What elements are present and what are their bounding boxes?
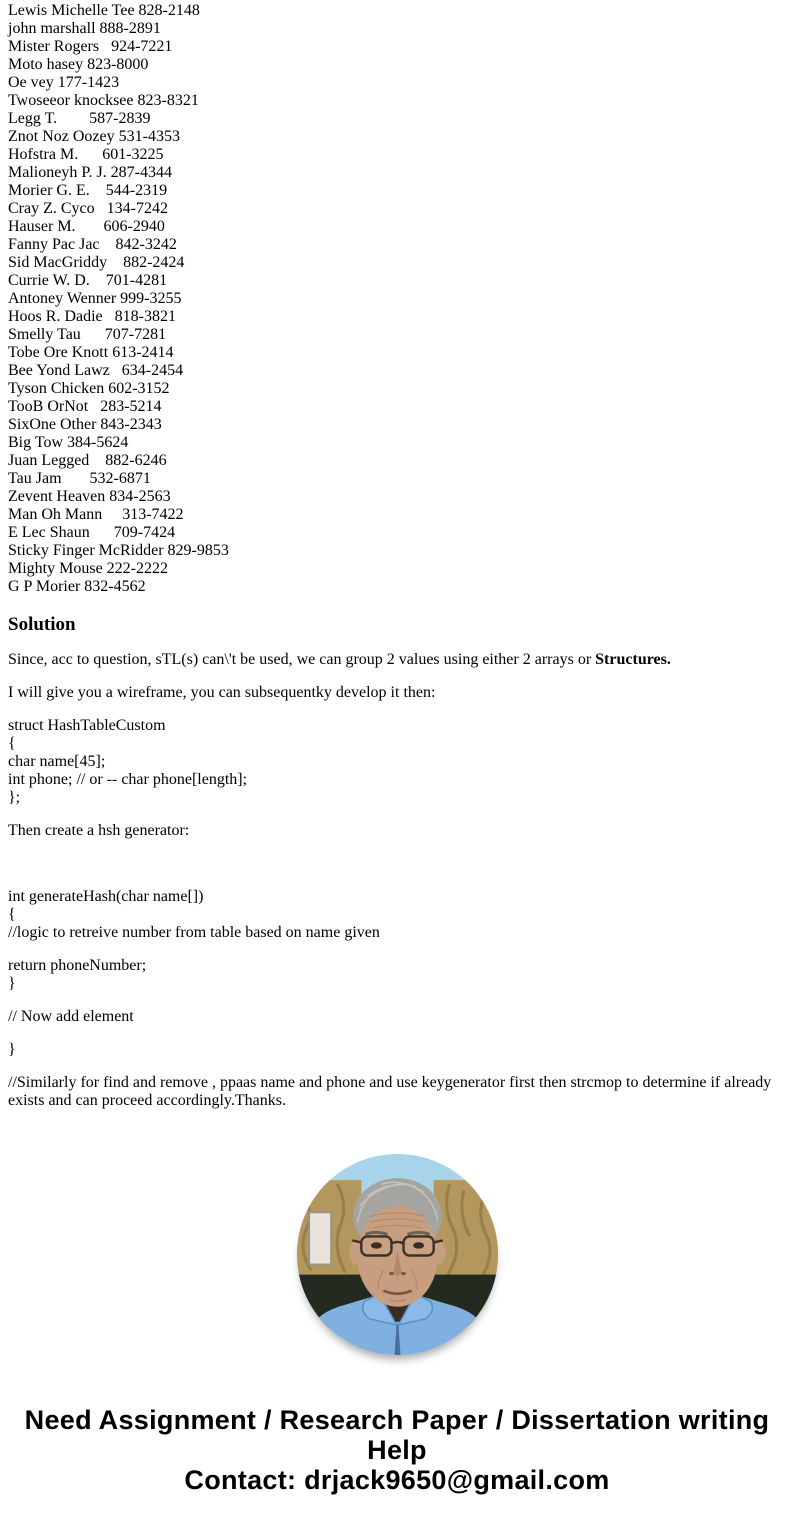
code-line: char name[45]; — [8, 753, 106, 770]
footer-banner — [8, 1405, 786, 1495]
avatar-row — [8, 1154, 786, 1355]
tutor-avatar — [297, 1154, 498, 1355]
phone-entry: Znot Noz Oozey 531-4353 — [8, 128, 180, 145]
code-line: int phone; // or -- char phone[length]; — [8, 771, 248, 788]
phone-entry: Currie W. D. 701-4281 — [8, 272, 168, 289]
phone-entry: Sid MacGriddy 882-2424 — [8, 254, 185, 271]
phone-entry: Antoney Wenner 999-3255 — [8, 290, 182, 307]
contact-line: Contact: drjack9650@gmail.com — [184, 1465, 610, 1495]
phone-entry: Tyson Chicken 602-3152 — [8, 380, 170, 397]
blank-paragraph — [8, 855, 786, 873]
code-line: //logic to retreive number from table based on name given — [8, 924, 380, 941]
phone-entry: Mighty Mouse 222-2222 — [8, 560, 168, 577]
phone-entry: Sticky Finger McRidder 829-9853 — [8, 542, 229, 559]
phone-entry: Hofstra M. 601-3225 — [8, 146, 164, 163]
phone-entry: Smelly Tau 707-7281 — [8, 326, 167, 343]
add-element-comment: // Now add element — [8, 1008, 134, 1025]
code-line: return phoneNumber; — [8, 957, 147, 974]
intro-bold-text: Structures. — [595, 651, 671, 668]
phone-entry: john marshall 888-2891 — [8, 20, 161, 37]
phone-entry: Oe vey 177-1423 — [8, 74, 120, 91]
phone-entry: G P Morier 832-4562 — [8, 578, 146, 595]
phone-entry: Man Oh Mann 313-7422 — [8, 506, 184, 523]
phone-entry: E Lec Shaun 709-7424 — [8, 524, 176, 541]
code-line: int generateHash(char name[]) — [8, 888, 204, 905]
return-code-block — [8, 957, 786, 993]
code-line: struct HashTableCustom — [8, 717, 166, 734]
generate-hash-code-block — [8, 888, 786, 942]
phone-entry: Mister Rogers 924-7221 — [8, 38, 173, 55]
phone-entry: Zevent Heaven 834-2563 — [8, 488, 171, 505]
code-line: } — [8, 975, 16, 992]
solution-heading: Solution — [8, 614, 76, 635]
tutor-portrait-illustration — [297, 1154, 498, 1355]
code-line: { — [8, 735, 16, 752]
intro-text: Since, acc to question, sTL(s) can\'t be used, we can group 2 values using either 2 arrays or — [8, 651, 596, 668]
code-line: { — [8, 906, 16, 923]
struct-code-block — [8, 717, 786, 807]
phone-entry: Morier G. E. 544-2319 — [8, 182, 168, 199]
window-frame — [309, 1212, 331, 1264]
phone-entry: Hoos R. Dadie 818-3821 — [8, 308, 176, 325]
phone-entry: Big Tow 384-5624 — [8, 434, 129, 451]
phone-entry: Fanny Pac Jac 842-3242 — [8, 236, 177, 253]
phone-entry: Hauser M. 606-2940 — [8, 218, 165, 235]
phone-entry: SixOne Other 843-2343 — [8, 416, 162, 433]
phone-entry: Twoseeor knocksee 823-8321 — [8, 92, 199, 109]
phone-entry: Bee Yond Lawz 634-2454 — [8, 362, 184, 379]
then-create-paragraph: Then create a hsh generator: — [8, 822, 190, 839]
help-heading: Need Assignment / Research Paper / Dissertation writing Help — [24, 1405, 770, 1465]
phone-list — [8, 2, 786, 596]
phone-entry: Juan Legged 882-6246 — [8, 452, 167, 469]
phone-entry: Malioneyh P. J. 287-4344 — [8, 164, 172, 181]
phone-entry: Tobe Ore Knott 613-2414 — [8, 344, 174, 361]
intro-paragraph — [8, 651, 786, 669]
phone-entry: Legg T. 587-2839 — [8, 110, 151, 127]
wireframe-paragraph: I will give you a wireframe, you can subsequentky develop it then: — [8, 684, 436, 701]
closing-brace-line: } — [8, 1041, 16, 1058]
phone-entry: Tau Jam 532-6871 — [8, 470, 151, 487]
phone-entry: Moto hasey 823-8000 — [8, 56, 149, 73]
code-line: }; — [8, 789, 21, 806]
phone-entry: TooB OrNot 283-5214 — [8, 398, 162, 415]
phone-entry: Cray Z. Cyco 134-7242 — [8, 200, 168, 217]
curtain-right — [433, 1180, 497, 1291]
phone-entry: Lewis Michelle Tee 828-2148 — [8, 2, 200, 19]
similarly-comment-paragraph: //Similarly for find and remove , ppaas name and phone and use keygenerator first then strcmop to determine if already exists and can proceed accordingly.Thanks. — [8, 1074, 772, 1109]
